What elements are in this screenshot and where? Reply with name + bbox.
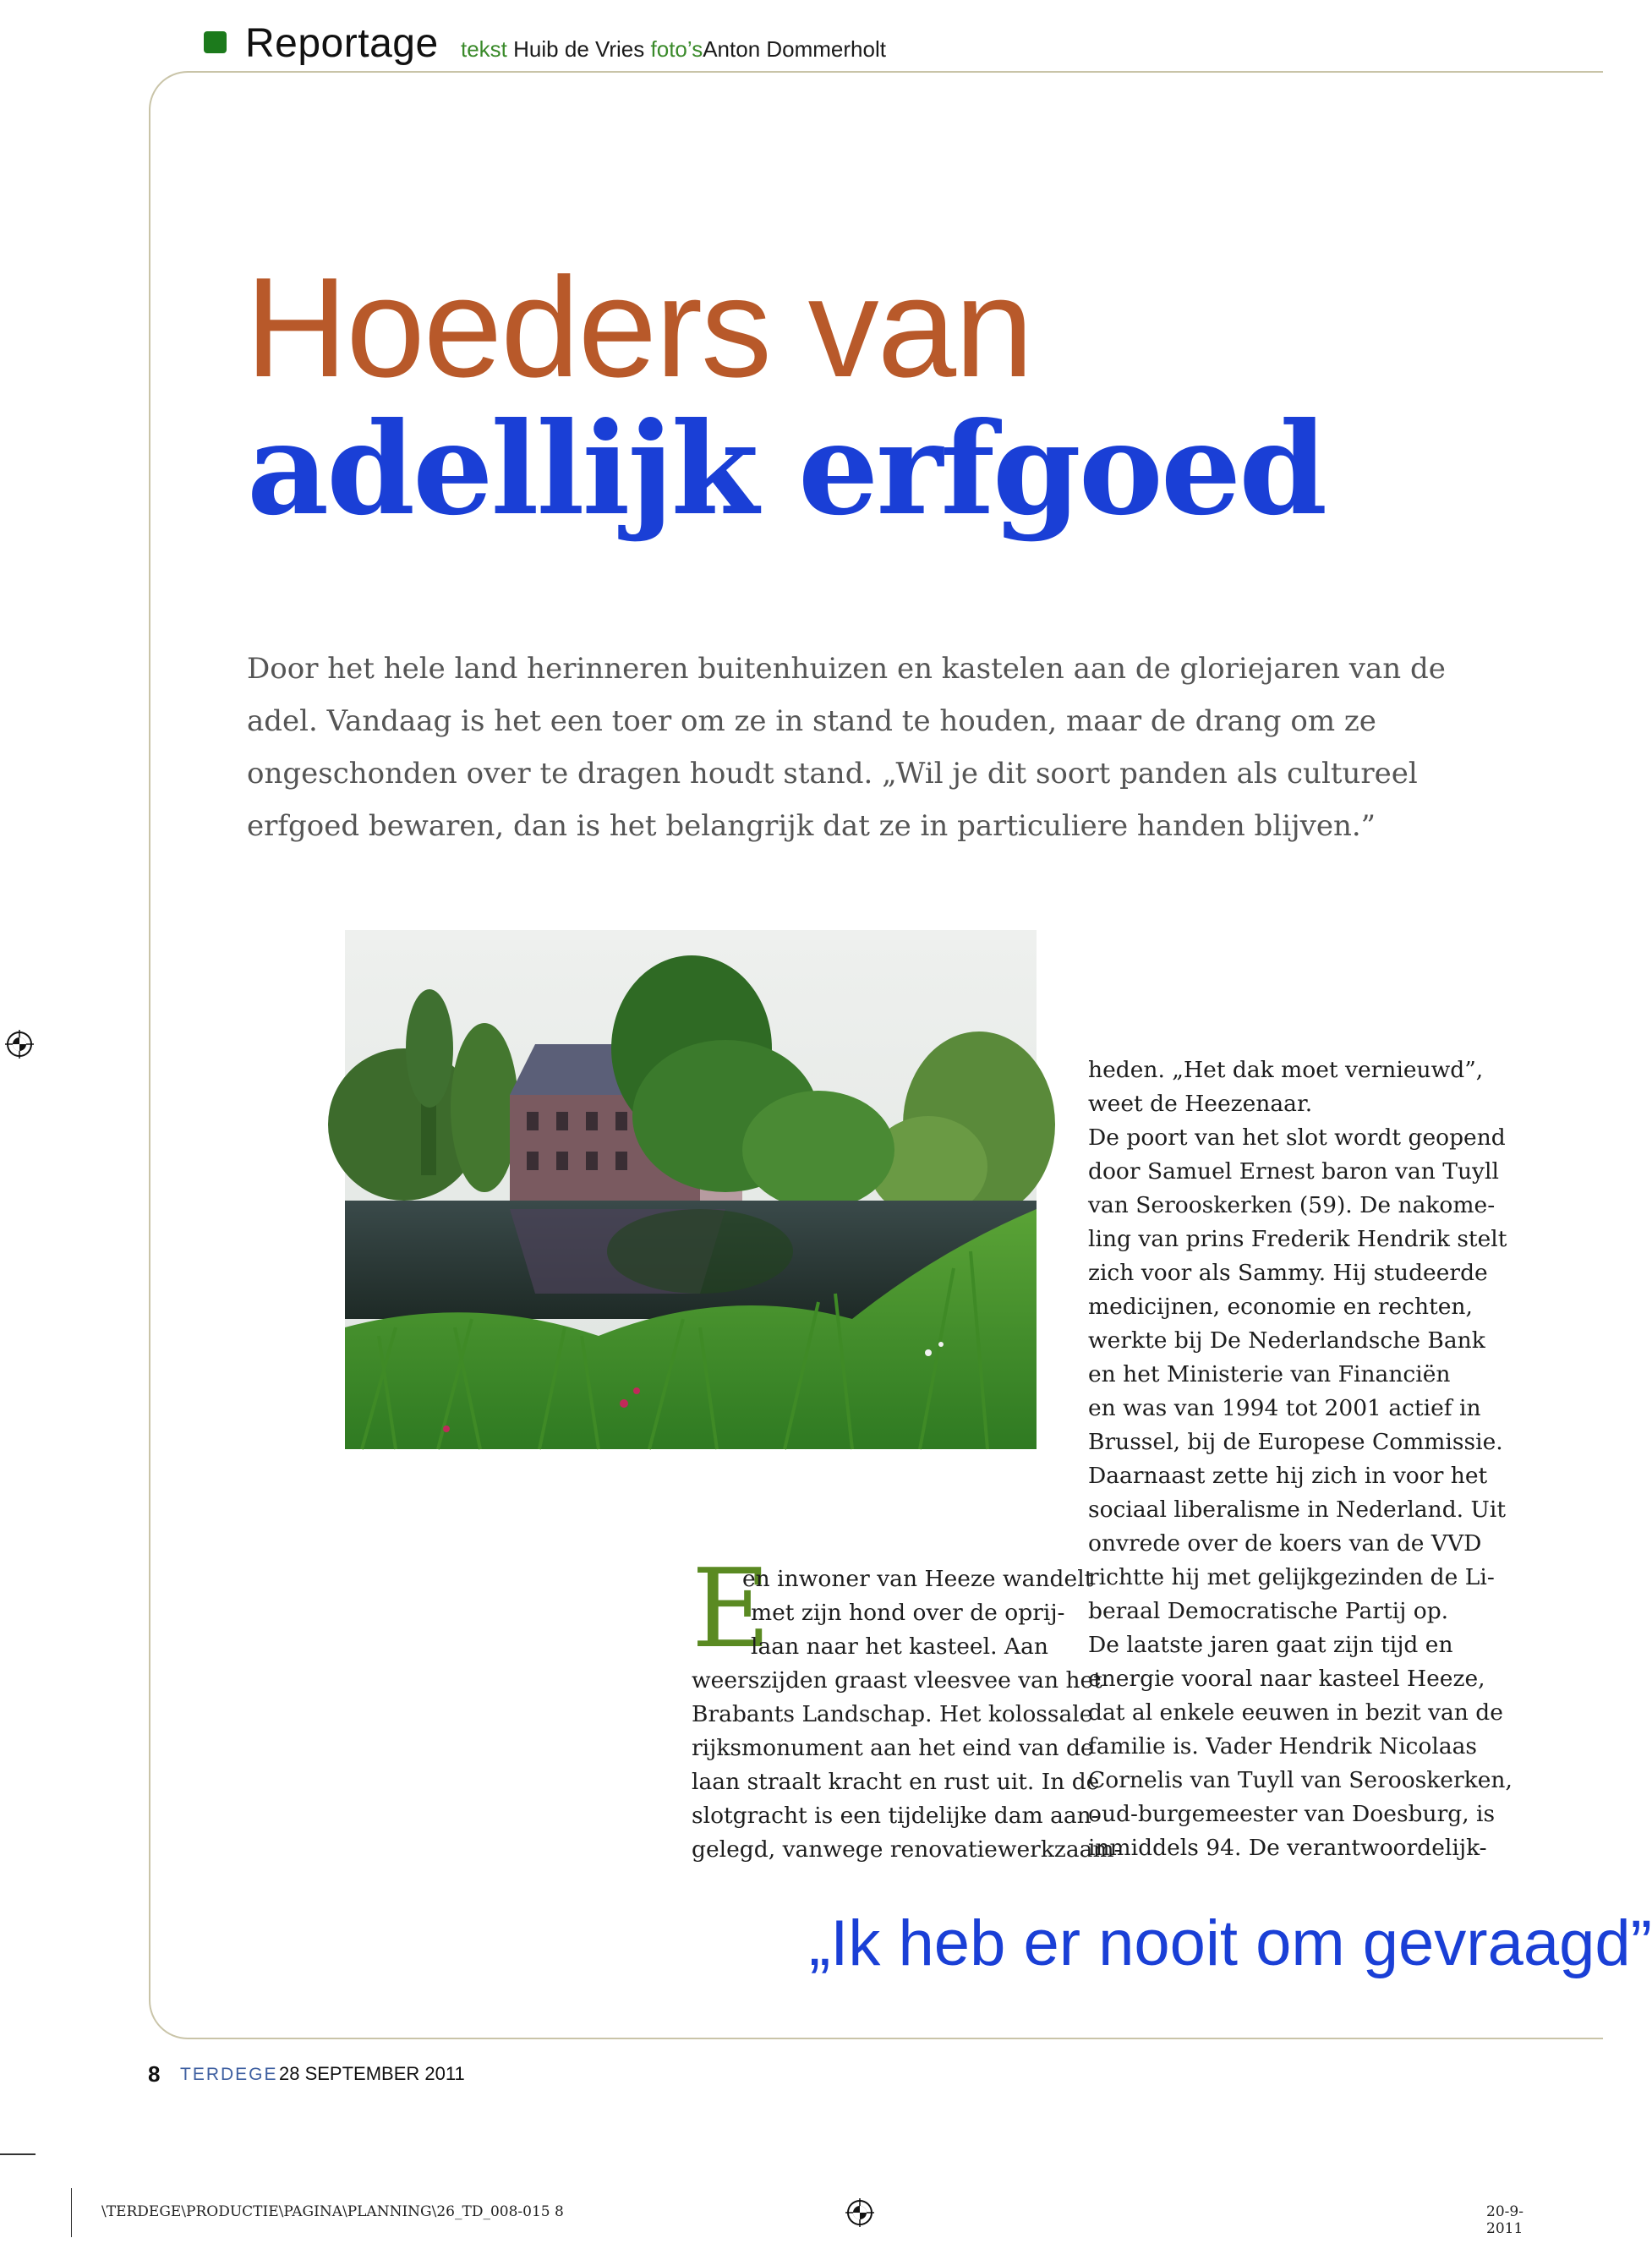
column-2-line: richtte hij met gelijkgezinden de Li- — [1088, 1564, 1495, 1590]
column-2-line: zich voor als Sammy. Hij studeerde — [1088, 1260, 1488, 1286]
column-2-line: Daarnaast zette hij zich in voor het — [1088, 1463, 1488, 1489]
column-2-line: en was van 1994 tot 2001 actief in — [1088, 1395, 1481, 1421]
title-line-2: adellijk erfgoed — [247, 395, 1326, 544]
column-1-line: Brabants Landschap. Het kolossale — [692, 1701, 1093, 1727]
column-2-line: beraal Democratische Partij op. — [1088, 1598, 1449, 1624]
column-2-line: dat al enkele eeuwen in bezit van de — [1088, 1699, 1503, 1726]
column-1-line: met zijn hond over de oprij- — [751, 1600, 1065, 1626]
article-column-1 — [692, 1562, 1122, 1867]
column-2-line: familie is. Vader Hendrik Nicolaas — [1088, 1733, 1478, 1759]
column-2-line: medicijnen, economie en rechten, — [1088, 1294, 1473, 1320]
slug-path: \TERDEGE\PRODUCTIE\PAGINA\PLANNING\26_TD_008-015 8 — [101, 2203, 564, 2220]
column-2-line: De poort van het slot wordt geopend — [1088, 1124, 1506, 1151]
article-column-2 — [1088, 1053, 1513, 1865]
column-2-line: Brussel, bij de Europese Commissie. — [1088, 1429, 1503, 1455]
slug-date: 20-9-2011 — [1486, 2203, 1523, 2237]
photographer-name: Anton Dommerholt — [703, 36, 886, 62]
column-1-line: rijksmonument aan het eind van de — [692, 1735, 1094, 1761]
column-2-line: weet de Heezenaar. — [1088, 1091, 1313, 1117]
section-label: Reportage — [245, 21, 439, 66]
crop-mark — [71, 2188, 72, 2237]
lead-paragraph: Door het hele land herinneren buitenhuizen en kastelen aan de gloriejaren van de adel. Vandaag is het een toer om ze in stand te houden, maar de drang om ze ongeschonden over te dragen houdt stand. „Wil je dit soort panden als cultureel erfgoed bewaren, dan is het belangrijk dat ze in particuliere handen blijven.” — [247, 652, 1446, 843]
drop-cap: E — [692, 1546, 771, 1672]
photo-credit-label: foto’s — [650, 36, 703, 62]
magazine-name: TERDEGE — [180, 2065, 278, 2084]
pull-quote: „Ik heb er nooit om gevraagd” — [809, 1907, 1652, 1979]
column-2-line: werkte bij De Nederlandsche Bank — [1088, 1327, 1485, 1354]
page-number: 8 — [148, 2061, 161, 2087]
column-2-line: sociaal liberalisme in Nederland. Uit — [1088, 1497, 1506, 1523]
title-line-1: Hoeders van — [245, 248, 1032, 407]
author-name: Huib de Vries — [513, 36, 645, 62]
column-2-line: door Samuel Ernest baron van Tuyll — [1088, 1158, 1499, 1185]
column-2-line: ling van prins Frederik Hendrik stelt — [1088, 1226, 1507, 1252]
column-1-line: en inwoner van Heeze wandelt — [742, 1566, 1094, 1592]
column-2-line: onvrede over de koers van de VVD — [1088, 1530, 1482, 1557]
text-credit-label: tekst — [461, 36, 507, 62]
column-2-line: De laatste jaren gaat zijn tijd en — [1088, 1632, 1453, 1658]
column-2-line: inmiddels 94. De verantwoordelijk- — [1088, 1835, 1487, 1861]
column-2-line: van Serooskerken (59). De nakome- — [1088, 1192, 1496, 1218]
credits — [461, 36, 886, 63]
column-1-line: gelegd, vanwege renovatiewerkzaam- — [692, 1836, 1122, 1863]
castle-photo — [345, 930, 1037, 1449]
column-2-line: en het Ministerie van Financiën — [1088, 1361, 1451, 1387]
column-2-line: heden. „Het dak moet vernieuwd”, — [1088, 1057, 1484, 1083]
column-2-line: Cornelis van Tuyll van Serooskerken, — [1088, 1767, 1513, 1793]
crop-mark — [0, 2153, 36, 2155]
column-2-line: energie vooral naar kasteel Heeze, — [1088, 1666, 1485, 1692]
column-1-line: laan naar het kasteel. Aan — [751, 1633, 1048, 1660]
column-2-line: oud-burgemeester van Doesburg, is — [1088, 1801, 1496, 1827]
column-1-line: weerszijden graast vleesvee van het — [692, 1667, 1102, 1694]
registration-mark-icon — [5, 1030, 34, 1059]
registration-mark-icon — [845, 2198, 874, 2227]
column-1-line: laan straalt kracht en rust uit. In de — [692, 1769, 1100, 1795]
section-marker — [204, 31, 227, 53]
issue-date: 28 SEPTEMBER 2011 — [279, 2063, 465, 2084]
column-1-line: slotgracht is een tijdelijke dam aan- — [692, 1803, 1099, 1829]
